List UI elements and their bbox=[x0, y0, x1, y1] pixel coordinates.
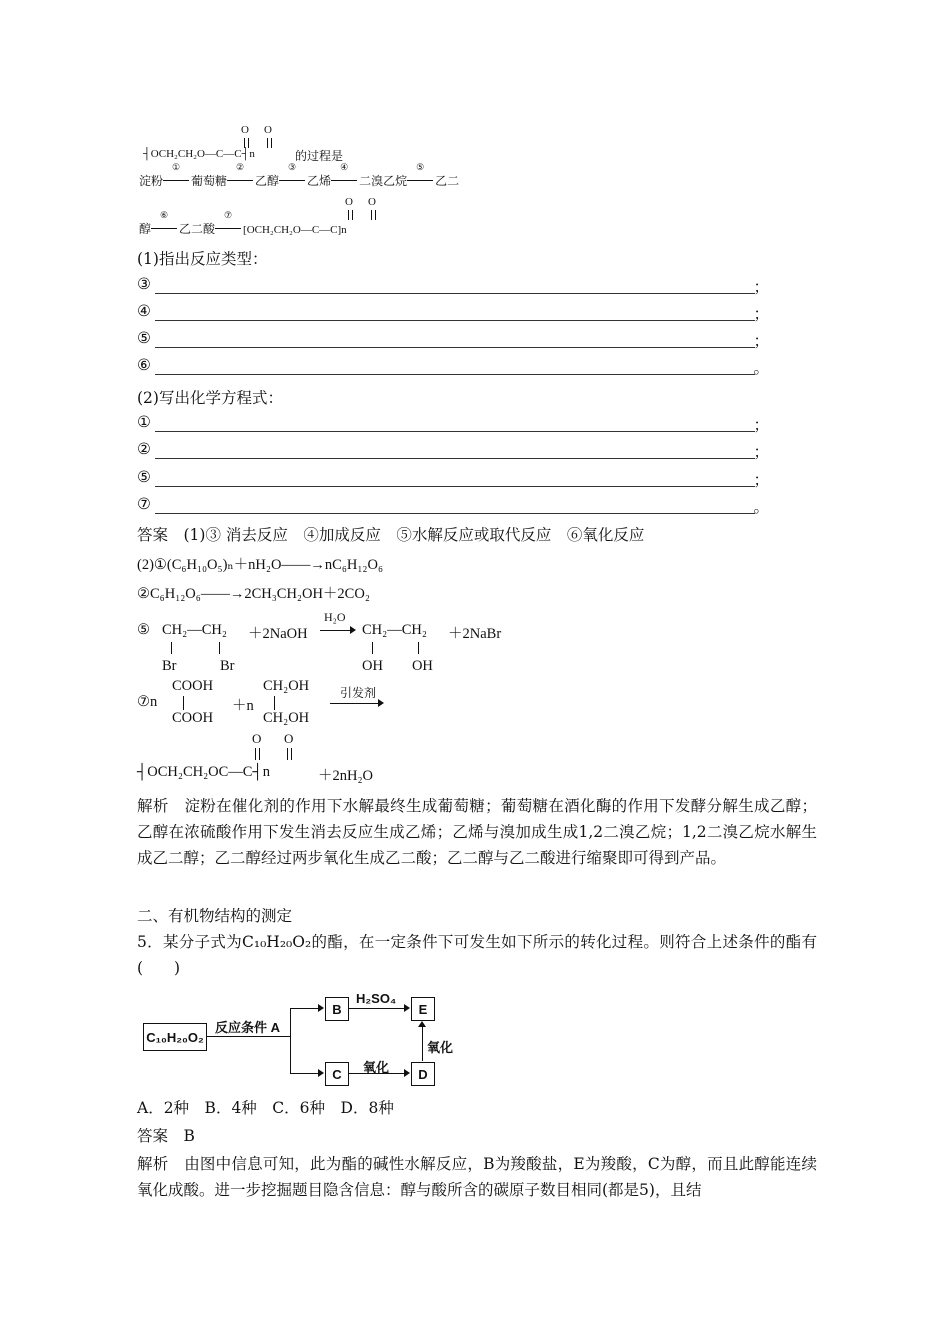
diagram-oxid-c-d: 氧化 bbox=[363, 1060, 390, 1075]
q1-row-6[interactable]: ⑥ 。 bbox=[137, 356, 769, 377]
q2-row-5[interactable]: ⑤ ； bbox=[137, 468, 769, 489]
eq5-arrow-head bbox=[350, 626, 356, 634]
top-process-caption: 的过程是 bbox=[295, 149, 344, 163]
q1-title: (1)指出反应类型： bbox=[137, 250, 268, 268]
q5-stem: 5．某分子式为C₁₀H₂₀O₂的酯，在一定条件下可发生如下所示的转化过程。则符合上述条件的酯有( ) bbox=[137, 933, 817, 977]
eq7-product-db-2 bbox=[287, 748, 292, 760]
q1-row-5[interactable]: ⑤ ； bbox=[137, 329, 769, 350]
eq5-right: CH₂—CH₂ bbox=[362, 622, 427, 638]
q5-analysis: 解析 由图中信息可知，此为酯的碱性水解反应，B为羧酸盐，E为羧酸，C为醇，而且此醇能连续氧化成酸。进一步挖掘题目隐含信息：醇与酸所含的碳原子数目相同(都是5)，且结 bbox=[137, 1155, 817, 1199]
diagram-box-b: B bbox=[325, 997, 349, 1021]
diagram-oxid-d-e: 氧化 bbox=[427, 1040, 454, 1055]
diagram-arrow-to-c bbox=[318, 1069, 324, 1077]
diagram-branch-vertical bbox=[290, 1008, 291, 1074]
eq5-num: ⑤ bbox=[137, 622, 150, 638]
chain1: 淀粉 ① 葡萄糖 ② 乙醇 ③ 乙烯 ④ 二溴乙烷 ⑤ 乙二 bbox=[139, 163, 460, 188]
diagram-start-box: C₁₀H₂₀O₂ bbox=[143, 1023, 207, 1051]
eq7-num: ⑦n bbox=[137, 694, 158, 710]
eq7-arrow-head bbox=[378, 699, 384, 707]
eq7-b-bond bbox=[274, 696, 275, 710]
eq7-arrow bbox=[330, 703, 382, 704]
diagram-arrow-to-b bbox=[318, 1004, 324, 1012]
answer4-eq1: (2)①(C₆H₁₀O₅)ₙ＋nH₂O——→nC₆H₁₂O₆ bbox=[137, 557, 384, 573]
q1-row-3[interactable]: ③ ； bbox=[137, 275, 769, 296]
top-double-bond-1 bbox=[244, 138, 249, 148]
eq5-bond-right-2 bbox=[418, 642, 419, 654]
diagram-h2so4: H₂SO₄ bbox=[356, 991, 397, 1006]
diagram-box-e: E bbox=[411, 997, 435, 1021]
diagram-line-to-c bbox=[290, 1073, 320, 1074]
diagram-cond-a: 反应条件 A bbox=[215, 1020, 281, 1035]
diagram-line-b-e bbox=[349, 1008, 405, 1009]
eq7-cond: 引发剂 bbox=[340, 686, 377, 700]
eq7-a-bond bbox=[183, 696, 184, 710]
top-double-bond-2 bbox=[267, 138, 272, 148]
eq5-br: Br Br bbox=[162, 658, 235, 674]
diagram-arrow-d-e bbox=[418, 1021, 426, 1027]
diagram-box-d: D bbox=[411, 1062, 435, 1086]
eq7-a-top: COOH bbox=[172, 678, 214, 694]
eq5-left: CH₂—CH₂ bbox=[162, 622, 227, 638]
eq5-oh: OH OH bbox=[362, 658, 433, 674]
eq7-product-o-1: O bbox=[252, 731, 262, 746]
diagram-line-start bbox=[206, 1036, 290, 1037]
answer4-eq2: ②C₆H₁₂O₆——→2CH₃CH₂OH＋2CO₂ bbox=[137, 586, 370, 602]
chain2-double-bond-1 bbox=[348, 210, 353, 220]
diagram-line-c-d bbox=[349, 1073, 405, 1074]
eq7-product-db-1 bbox=[255, 748, 260, 760]
diagram-line-to-b bbox=[290, 1008, 320, 1009]
eq5-bond-right-1 bbox=[372, 642, 373, 654]
q2-row-2[interactable]: ② ； bbox=[137, 440, 769, 461]
q2-row-1[interactable]: ① ； bbox=[137, 413, 769, 434]
answer4-line1: 答案 (1)③ 消去反应 ④加成反应 ⑤水解反应或取代反应 ⑥氧化反应 bbox=[137, 526, 645, 544]
eq7-product-o-2: O bbox=[284, 731, 294, 746]
q2-row-7[interactable]: ⑦ 。 bbox=[137, 495, 769, 516]
q5-answer: 答案 B bbox=[137, 1127, 195, 1145]
chain2-oxygen-2: O bbox=[368, 196, 376, 208]
section2-heading: 二、有机物结构的测定 bbox=[137, 907, 293, 925]
top-repeat-unit: ┤OCH₂CH₂O—C—C┤n bbox=[143, 148, 255, 160]
eq7-a-bot: COOH bbox=[172, 710, 214, 726]
diagram-box-c: C bbox=[325, 1062, 349, 1086]
eq5-bond-left-1 bbox=[171, 642, 172, 654]
q5-options: A．2种 B．4种 C．6种 D．8种 bbox=[137, 1099, 394, 1117]
eq5-tail: ＋2NaBr bbox=[448, 626, 502, 642]
chain2-oxygen-1: O bbox=[345, 196, 353, 208]
eq7-tail: ＋2nH₂O bbox=[318, 768, 373, 784]
eq5-plus: ＋2NaOH bbox=[248, 626, 308, 642]
eq7-plus: ＋n bbox=[232, 698, 254, 714]
q1-row-4[interactable]: ④ ； bbox=[137, 302, 769, 323]
top-oxygen-1: O bbox=[241, 124, 249, 136]
eq5-cond: H₂O bbox=[324, 610, 346, 624]
eq7-b-bot: CH₂OH bbox=[263, 710, 310, 726]
diagram-arrow-c-d bbox=[404, 1069, 410, 1077]
eq5-bond-left-2 bbox=[219, 642, 220, 654]
top-oxygen-2: O bbox=[264, 124, 272, 136]
eq7-b-top: CH₂OH bbox=[263, 678, 310, 694]
diagram-arrow-b-e bbox=[404, 1004, 410, 1012]
analysis4: 解析 淀粉在催化剂的作用下水解最终生成葡萄糖；葡萄糖在酒化酶的作用下发酵分解生成乙醇；乙醇在浓硫酸作用下发生消去反应生成乙烯；乙烯与溴加成生成1,2二溴乙烷；1,2二溴乙烷水解生成乙二醇；乙二醇经过两步氧化生成乙二酸；乙二醇与乙二酸进行缩聚即可得到产品。 bbox=[137, 797, 817, 867]
diagram-line-d-e bbox=[422, 1027, 423, 1061]
chain2: 醇 ⑥ 乙二酸 ⑦ [OCH₂CH₂O—C—C]n bbox=[139, 211, 347, 236]
chain2-double-bond-2 bbox=[371, 210, 376, 220]
eq7-product: ┤OCH₂CH₂OC—C┤n bbox=[137, 764, 270, 780]
q2-title: (2)写出化学方程式： bbox=[137, 389, 283, 407]
eq5-arrow bbox=[320, 630, 354, 631]
